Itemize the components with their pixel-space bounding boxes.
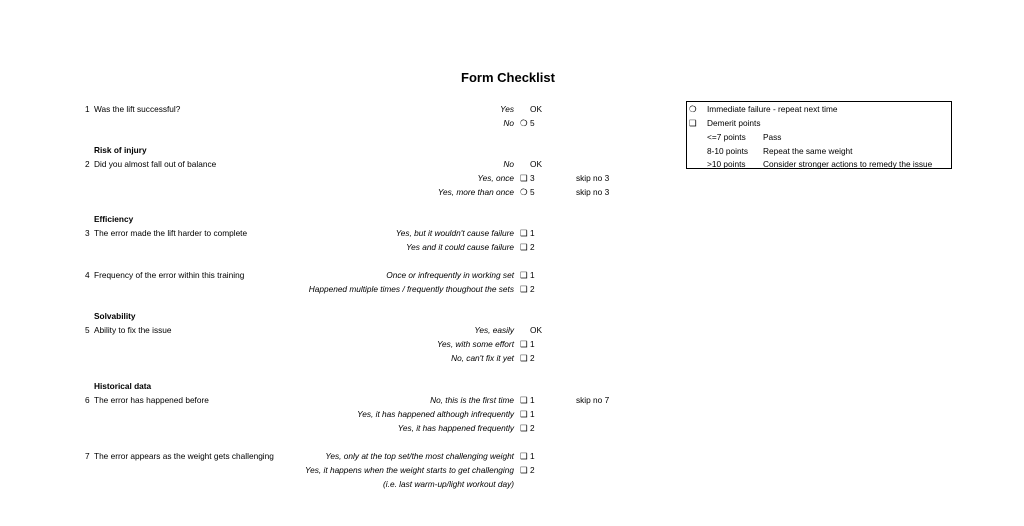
answer-option: Yes, it has happened although infrequently — [357, 409, 514, 419]
answer-score — [520, 464, 535, 476]
question-number: 4 — [85, 270, 90, 280]
checkbox-icon[interactable]: ❑ — [520, 395, 528, 405]
checkbox-icon[interactable]: ❑ — [520, 270, 528, 280]
checkbox-icon[interactable]: ❑ — [520, 423, 528, 433]
threshold-range: <=7 points — [707, 132, 746, 142]
score-value: 1 — [530, 339, 535, 349]
threshold-range: 8-10 points — [707, 146, 749, 156]
answer-option: No, can't fix it yet — [451, 353, 514, 363]
legend-circle-label: Immediate failure - repeat next time — [707, 104, 838, 114]
question-text: The error has happened before — [94, 395, 209, 405]
checkbox-icon[interactable]: ❑ — [520, 465, 528, 475]
score-value: 1 — [530, 395, 535, 405]
legend-square-label: Demerit points — [707, 118, 761, 128]
question-text: The error made the lift harder to complete — [94, 228, 248, 238]
threshold-action: Consider stronger actions to remedy the issue — [763, 159, 933, 169]
answer-option: Yes, more than once — [437, 187, 514, 197]
checkbox-icon[interactable]: ❑ — [520, 451, 528, 461]
answer-option: Yes, it happens when the weight starts to get challenging — [305, 465, 514, 475]
question-number: 5 — [85, 325, 90, 335]
answer-option: No — [503, 159, 514, 169]
threshold-range: >10 points — [707, 159, 746, 169]
answer-option: Yes, once — [477, 173, 514, 183]
answer-option: Yes and it could cause failure — [406, 242, 514, 252]
question-text: Did you almost fall out of balance — [94, 159, 217, 169]
score-value: OK — [530, 159, 542, 169]
circle-icon: ❍ — [689, 104, 697, 114]
answer-score — [520, 338, 535, 350]
checkbox-icon: ❑ — [689, 118, 697, 128]
score-value: 5 — [530, 187, 535, 197]
score-value: 2 — [530, 423, 535, 433]
answer-score — [520, 283, 535, 295]
score-value: 1 — [530, 451, 535, 461]
score-value: OK — [530, 325, 542, 335]
answer-score — [520, 408, 535, 420]
answer-option: Once or infrequently in working set — [386, 270, 514, 280]
answer-score — [520, 103, 542, 115]
answer-score — [520, 324, 542, 336]
circle-icon[interactable]: ❍ — [520, 187, 528, 197]
question-text: Was the lift successful? — [94, 104, 181, 114]
answer-option: No, this is the first time — [430, 395, 514, 405]
threshold-action: Repeat the same weight — [763, 146, 853, 156]
answer-score — [520, 422, 535, 434]
answer-option: Yes, easily — [474, 325, 514, 335]
question-number: 1 — [85, 104, 90, 114]
question-number: 3 — [85, 228, 90, 238]
score-value: 1 — [530, 409, 535, 419]
answer-score — [520, 269, 535, 281]
answer-score — [520, 352, 535, 364]
answer-option: Yes, but it wouldn't cause failure — [395, 228, 514, 238]
answer-option: No — [503, 118, 514, 128]
score-value: 2 — [530, 242, 535, 252]
score-value: 1 — [530, 270, 535, 280]
checkbox-icon[interactable]: ❑ — [520, 173, 528, 183]
question-text: The error appears as the weight gets challenging — [94, 451, 274, 461]
answer-option: Yes, only at the top set/the most challenging weight — [325, 451, 514, 461]
threshold-action: Pass — [763, 132, 782, 142]
skip-note: skip no 7 — [576, 395, 610, 405]
answer-score — [520, 227, 535, 239]
skip-note: skip no 3 — [576, 187, 610, 197]
score-value: 5 — [530, 118, 535, 128]
score-value: 3 — [530, 173, 535, 183]
answer-score — [520, 172, 535, 184]
answer-option: Yes, it has happened frequently — [397, 423, 514, 433]
checkbox-icon[interactable]: ❑ — [520, 409, 528, 419]
page-title: Form Checklist — [461, 70, 555, 85]
score-value: OK — [530, 104, 542, 114]
skip-note: skip no 3 — [576, 173, 610, 183]
score-value: 1 — [530, 228, 535, 238]
question-number: 7 — [85, 451, 90, 461]
section-heading: Risk of injury — [94, 145, 147, 155]
answer-score — [520, 117, 535, 129]
checkbox-icon[interactable]: ❑ — [520, 353, 528, 363]
section-heading: Historical data — [94, 381, 152, 391]
checkbox-icon[interactable]: ❑ — [520, 228, 528, 238]
question-number: 2 — [85, 159, 90, 169]
answer-option: Yes, with some effort — [436, 339, 514, 349]
checkbox-icon[interactable]: ❑ — [520, 242, 528, 252]
answer-option: Happened multiple times / frequently thoughout the sets — [308, 284, 514, 294]
answer-score — [520, 394, 535, 406]
answer-score — [520, 186, 535, 198]
question-text: Frequency of the error within this training — [94, 270, 245, 280]
checkbox-icon[interactable]: ❑ — [520, 284, 528, 294]
answer-score — [520, 450, 535, 462]
answer-note: (i.e. last warm-up/light workout day) — [383, 479, 514, 489]
answer-score — [520, 241, 535, 253]
circle-icon[interactable]: ❍ — [520, 118, 528, 128]
score-value: 2 — [530, 284, 535, 294]
section-heading: Solvability — [94, 311, 136, 321]
question-number: 6 — [85, 395, 90, 405]
score-value: 2 — [530, 465, 535, 475]
question-text: Ability to fix the issue — [94, 325, 172, 335]
score-value: 2 — [530, 353, 535, 363]
answer-option: Yes — [500, 104, 514, 114]
section-heading: Efficiency — [94, 214, 134, 224]
answer-score — [520, 158, 542, 170]
checkbox-icon[interactable]: ❑ — [520, 339, 528, 349]
